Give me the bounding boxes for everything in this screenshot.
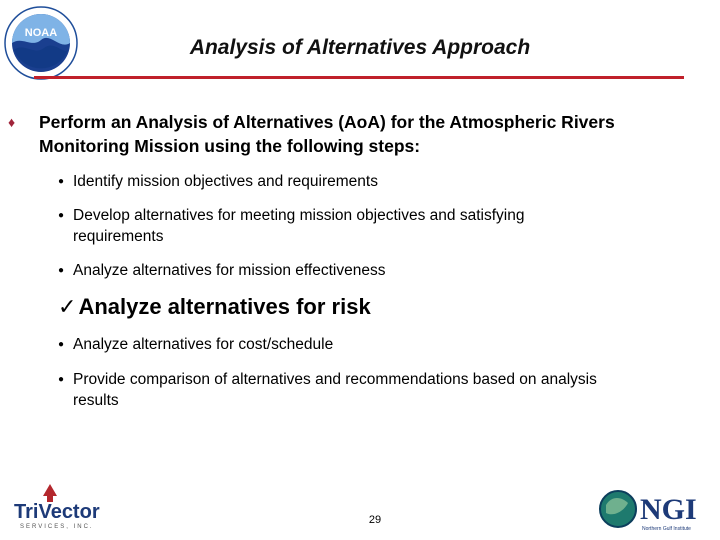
bullet-icon: ● [58, 210, 65, 221]
list-item: ● Identify mission objectives and requirements [58, 173, 378, 190]
ngi-logo [598, 485, 714, 533]
page-title: Analysis of Alternatives Approach [189, 36, 531, 59]
svg-text:NGI: NGI [640, 493, 697, 526]
bullet-icon: ● [58, 374, 65, 385]
list-item: ● Provide comparison of alternatives and recommendations based on analysis results [58, 371, 597, 409]
main-bullet-line-1: Perform an Analysis of Alternatives (AoA) for the Atmospheric Rivers [39, 112, 615, 132]
main-bullet-line-2: Monitoring Mission using the following steps: [39, 136, 421, 156]
bullet-icon: ● [58, 176, 65, 187]
main-bullet [8, 110, 708, 158]
page-number: 29 [368, 514, 382, 526]
list-item: ● Develop alternatives for meeting mission objectives and satisfying requirements [58, 207, 525, 245]
bullet-icon: ● [58, 265, 65, 276]
list-item: ● Analyze alternatives for cost/schedule [58, 336, 334, 353]
svg-text:TriVector: TriVector [14, 501, 100, 523]
svg-text:Northern Gulf Institute: Northern Gulf Institute [642, 526, 691, 532]
svg-text:SERVICES, INC.: SERVICES, INC. [20, 524, 94, 530]
bullet-icon: ● [58, 339, 65, 350]
diamond-bullet-icon: ♦ [8, 114, 16, 130]
noaa-logo-text: NOAA [24, 27, 58, 39]
title-divider [34, 76, 684, 79]
checkmark-icon: ✓ [58, 294, 77, 319]
trivector-logo [10, 480, 118, 530]
highlight-step-text: Analyze alternatives for risk [78, 294, 371, 319]
list-item: ● Analyze alternatives for mission effectiveness [58, 262, 386, 279]
noaa-logo [4, 6, 78, 80]
highlight-list-item [58, 293, 658, 321]
